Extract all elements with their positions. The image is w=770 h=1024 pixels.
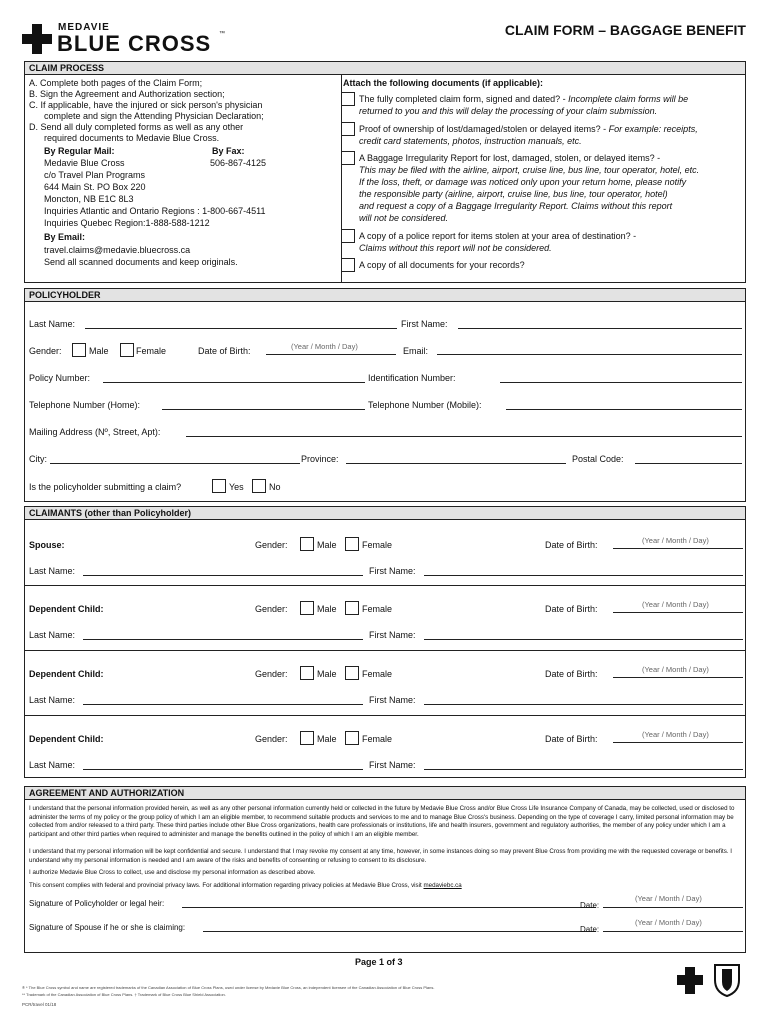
yes-label: Yes xyxy=(229,482,244,492)
blue-shield-icon xyxy=(712,962,742,998)
date-hint: (Year / Month / Day) xyxy=(635,894,702,903)
attach-item-note: This may be filed with the airline, airport, cruise line, bus line, tour operator, hotel, etc. xyxy=(359,165,700,175)
brand-main: BLUE CROSS xyxy=(57,31,212,56)
agreement-heading: AGREEMENT AND AUTHORIZATION xyxy=(25,787,745,800)
claimant-last-name-field[interactable] xyxy=(83,704,363,705)
postal-code-label: Postal Code: xyxy=(572,454,624,464)
last-name-field[interactable] xyxy=(85,328,397,329)
dob-label: Date of Birth: xyxy=(545,734,598,744)
attach-item: A Baggage Irregularity Report for lost, damaged, stolen, or delayed items? - xyxy=(359,153,661,163)
male-label: Male xyxy=(89,346,109,356)
claimant-divider xyxy=(25,650,745,651)
first-name-label: First Name: xyxy=(369,695,416,705)
blue-cross-icon xyxy=(22,24,52,54)
postal-code-field[interactable] xyxy=(635,463,742,464)
address-line: c/o Travel Plan Programs xyxy=(44,170,146,180)
attach-copy-checkbox[interactable] xyxy=(341,258,355,272)
mailing-address-label: Mailing Address (Nº, Street, Apt): xyxy=(29,427,161,437)
page-number: Page 1 of 3 xyxy=(355,957,403,967)
email-field[interactable] xyxy=(437,354,742,355)
tel-home-field[interactable] xyxy=(162,409,365,410)
claimant-female-checkbox[interactable] xyxy=(345,731,359,745)
claimant-type-label: Dependent Child: xyxy=(29,604,104,614)
attach-item-note: Claims without this report will not be considered. xyxy=(359,243,552,253)
last-name-label: Last Name: xyxy=(29,695,76,705)
claimant-type-label: Dependent Child: xyxy=(29,734,104,744)
claimant-divider xyxy=(25,585,745,586)
tel-mobile-label: Telephone Number (Mobile): xyxy=(368,400,482,410)
gender-female-checkbox[interactable] xyxy=(120,343,134,357)
email-label: By Email: xyxy=(44,232,86,242)
first-name-field[interactable] xyxy=(458,328,742,329)
claimants-heading: CLAIMANTS (other than Policyholder) xyxy=(25,507,745,520)
submitting-no-checkbox[interactable] xyxy=(252,479,266,493)
attach-claim-form-checkbox[interactable] xyxy=(341,92,355,106)
step-a: A. Complete both pages of the Claim Form; xyxy=(29,78,203,88)
claim-process-heading: CLAIM PROCESS xyxy=(25,62,745,75)
male-label: Male xyxy=(317,604,337,614)
last-name-label: Last Name: xyxy=(29,566,76,576)
policyholder-section xyxy=(24,288,746,502)
form-title: CLAIM FORM – BAGGAGE BENEFIT xyxy=(504,22,746,38)
email-label: Email: xyxy=(403,346,429,356)
female-label: Female xyxy=(362,540,393,550)
medavie-logo xyxy=(22,20,232,60)
female-label: Female xyxy=(362,734,393,744)
agreement-paragraph: I understand that the personal information provided herein, as well as any other personal information currently held or collected in the future by Medavie Blue Cross and/or Blue Cross Life Insurance Company of Canada, may be collected, used or disclosed to administer the terms of my policy or the group policy of which I am an eligible member, to recommend suitable products and services to me and to manage Blue Cross's business. Depending on the type of coverage I carry, limited personal information may be collected from and/or released to a third party. These third parties include other Blue Cross organizations, health care professionals or institutions, life and health insurers, government and regulatory authorities, the member of any policy under which I am a participant and other third parties when required to administer and manage the benefits outlined in the policy of which I am an eligible member. xyxy=(29,805,735,838)
gender-male-checkbox[interactable] xyxy=(72,343,86,357)
gender-label: Gender: xyxy=(255,604,288,614)
claimant-dob-field[interactable] xyxy=(613,677,743,678)
address-line: 644 Main St. PO Box 220 xyxy=(44,182,146,192)
dob-label: Date of Birth: xyxy=(545,540,598,550)
agreement-paragraph: I understand that my personal information will be kept confidential and secure. I understand that I may revoke my consent at any time, however, in some instances doing so may prevent Blue Cross from providing me with the requested coverage or benefits. I understand why my personal information is needed and I am aware of the risks and benefits of consenting or refusing to consent to its disclosure. xyxy=(29,848,732,864)
spouse-date-field[interactable] xyxy=(603,931,743,932)
claimant-first-name-field[interactable] xyxy=(424,639,743,640)
claimant-female-checkbox[interactable] xyxy=(345,537,359,551)
dob-hint: (Year / Month / Day) xyxy=(642,665,709,674)
gender-label: Gender: xyxy=(255,669,288,679)
province-field[interactable] xyxy=(346,463,566,464)
claimant-female-checkbox[interactable] xyxy=(345,601,359,615)
claimant-first-name-field[interactable] xyxy=(424,575,743,576)
sig-spouse-label: Signature of Spouse if he or she is claiming: xyxy=(29,923,186,932)
identification-number-label: Identification Number: xyxy=(368,373,456,383)
submitting-question: Is the policyholder submitting a claim? xyxy=(29,482,182,492)
trademark-note: ® * The Blue Cross symbol and name are registered trademarks of the Canadian Association of Blue Cross Plans, used under license by Medavie Blue Cross, an independent licensee of the Canadian Association of Blue Cross Plans. xyxy=(22,985,435,990)
attach-item-note: returned to you and this will delay the processing of your claim submission. xyxy=(359,106,658,116)
sig-policyholder-field[interactable] xyxy=(182,907,596,908)
female-label: Female xyxy=(136,346,167,356)
female-label: Female xyxy=(362,669,393,679)
date-label: Date: xyxy=(580,925,600,934)
claimant-male-checkbox[interactable] xyxy=(300,731,314,745)
claimant-type-label: Spouse: xyxy=(29,540,65,550)
step-c-cont: complete and sign the Attending Physician Declaration; xyxy=(44,111,264,121)
date-label: Date: xyxy=(580,901,600,910)
first-name-label: First Name: xyxy=(369,760,416,770)
brand-top: MEDAVIE xyxy=(58,22,110,33)
attach-item: A copy of a police report for items stolen at your area of destination? - xyxy=(359,231,637,241)
form-code: PCR/travel 01/18 xyxy=(22,1002,57,1007)
step-c: C. If applicable, have the injured or sick person's physician xyxy=(29,100,263,110)
claimant-male-checkbox[interactable] xyxy=(300,537,314,551)
claim-process-section xyxy=(24,61,746,283)
email-note: Send all scanned documents and keep originals. xyxy=(44,257,238,267)
male-label: Male xyxy=(317,734,337,744)
last-name-label: Last Name: xyxy=(29,760,76,770)
attach-item-note: the responsible party (airline, airport, cruise line, bus line, tour operator, hotel) xyxy=(359,189,668,199)
attach-irregularity-checkbox[interactable] xyxy=(341,151,355,165)
claimant-last-name-field[interactable] xyxy=(83,575,363,576)
fax-number: 506-867-4125 xyxy=(210,158,267,168)
gender-label: Gender: xyxy=(255,734,288,744)
attach-proof-checkbox[interactable] xyxy=(341,122,355,136)
claimant-female-checkbox[interactable] xyxy=(345,666,359,680)
policyholder-heading: POLICYHOLDER xyxy=(25,289,745,302)
city-field[interactable] xyxy=(50,463,300,464)
tel-mobile-field[interactable] xyxy=(506,409,742,410)
dob-field[interactable] xyxy=(266,354,396,355)
claimants-section xyxy=(24,506,746,778)
attach-item-note: credit card statements, photos, instruction manuals, etc. xyxy=(359,136,582,146)
attach-item: A copy of all documents for your records? xyxy=(359,260,525,270)
attach-item-note: will not be considered. xyxy=(359,213,449,223)
first-name-label: First Name: xyxy=(369,630,416,640)
dob-label: Date of Birth: xyxy=(545,604,598,614)
claimant-dob-field[interactable] xyxy=(613,742,743,743)
last-name-label: Last Name: xyxy=(29,630,76,640)
female-label: Female xyxy=(362,604,393,614)
sig-date-field[interactable] xyxy=(603,907,743,908)
mailing-address-field[interactable] xyxy=(186,436,742,437)
city-label: City: xyxy=(29,454,47,464)
claimant-first-name-field[interactable] xyxy=(424,769,743,770)
blue-cross-icon xyxy=(675,965,705,995)
address-line: Medavie Blue Cross xyxy=(44,158,125,168)
policy-number-label: Policy Number: xyxy=(29,373,91,383)
no-label: No xyxy=(269,482,281,492)
dob-label: Date of Birth: xyxy=(198,346,251,356)
claimant-divider xyxy=(25,715,745,716)
dob-hint: (Year / Month / Day) xyxy=(642,600,709,609)
claimant-male-checkbox[interactable] xyxy=(300,601,314,615)
column-divider xyxy=(341,75,342,282)
dob-hint: (Year / Month / Day) xyxy=(642,730,709,739)
claimant-first-name-field[interactable] xyxy=(424,704,743,705)
dob-hint: (Year / Month / Day) xyxy=(291,342,358,351)
address-line: Moncton, NB E1C 8L3 xyxy=(44,194,134,204)
claimant-last-name-field[interactable] xyxy=(83,769,363,770)
claimant-male-checkbox[interactable] xyxy=(300,666,314,680)
submitting-yes-checkbox[interactable] xyxy=(212,479,226,493)
claimant-dob-field[interactable] xyxy=(613,548,743,549)
step-b: B. Sign the Agreement and Authorization section; xyxy=(29,89,225,99)
first-name-label: First Name: xyxy=(369,566,416,576)
male-label: Male xyxy=(317,669,337,679)
attach-item-note: and request a copy of a Baggage Irregularity Report. Claims without this report xyxy=(359,201,673,211)
attach-item-note: If the loss, theft, or damage was noticed only upon your return home, please notify xyxy=(359,177,687,187)
inquiries-quebec: Inquiries Quebec Region:1-888-588-1212 xyxy=(44,218,210,228)
agreement-paragraph: I authorize Medavie Blue Cross to collect, use and disclose my personal information as described above. xyxy=(29,869,316,876)
dob-hint: (Year / Month / Day) xyxy=(642,536,709,545)
attach-item: The fully completed claim form, signed and dated? - Incomplete claim forms will be xyxy=(359,94,689,104)
sig-policyholder-label: Signature of Policyholder or legal heir: xyxy=(29,899,165,908)
step-d: D. Send all duly completed forms as well as any other xyxy=(29,122,244,132)
male-label: Male xyxy=(317,540,337,550)
tel-home-label: Telephone Number (Home): xyxy=(29,400,141,410)
attach-police-report-checkbox[interactable] xyxy=(341,229,355,243)
agreement-paragraph: This consent complies with federal and provincial privacy laws. For additional information regarding privacy policies at Medavie Blue Cross, visit medaviebc.ca xyxy=(29,882,462,889)
claimant-dob-field[interactable] xyxy=(613,612,743,613)
policy-number-field[interactable] xyxy=(103,382,365,383)
trademark-note: ** Trademark of the Canadian Association of Blue Cross Plans. † Trademark of Blue Cross Blue Shield Association. xyxy=(22,992,226,997)
sig-spouse-field[interactable] xyxy=(203,931,596,932)
identification-number-field[interactable] xyxy=(500,382,742,383)
attach-heading: Attach the following documents (if applicable): xyxy=(343,78,544,88)
first-name-label: First Name: xyxy=(401,319,448,329)
inquiries-atlantic: Inquiries Atlantic and Ontario Regions : 1-800-667-4511 xyxy=(44,206,266,216)
gender-label: Gender: xyxy=(255,540,288,550)
attach-item: Proof of ownership of lost/damaged/stolen or delayed items? - For example: receipts, xyxy=(359,124,698,134)
step-d-cont: required documents to Medavie Blue Cross. xyxy=(44,133,220,143)
province-label: Province: xyxy=(301,454,339,464)
claimant-type-label: Dependent Child: xyxy=(29,669,104,679)
last-name-label: Last Name: xyxy=(29,319,76,329)
fax-label: By Fax: xyxy=(212,146,245,156)
agreement-section xyxy=(24,786,746,953)
gender-label: Gender: xyxy=(29,346,62,356)
date-hint: (Year / Month / Day) xyxy=(635,918,702,927)
claims-email: travel.claims@medavie.bluecross.ca xyxy=(44,245,191,255)
brand-tm: ™ xyxy=(219,31,225,37)
dob-label: Date of Birth: xyxy=(545,669,598,679)
privacy-link[interactable]: medaviebc.ca xyxy=(423,882,462,889)
mail-label: By Regular Mail: xyxy=(44,146,115,156)
claimant-last-name-field[interactable] xyxy=(83,639,363,640)
